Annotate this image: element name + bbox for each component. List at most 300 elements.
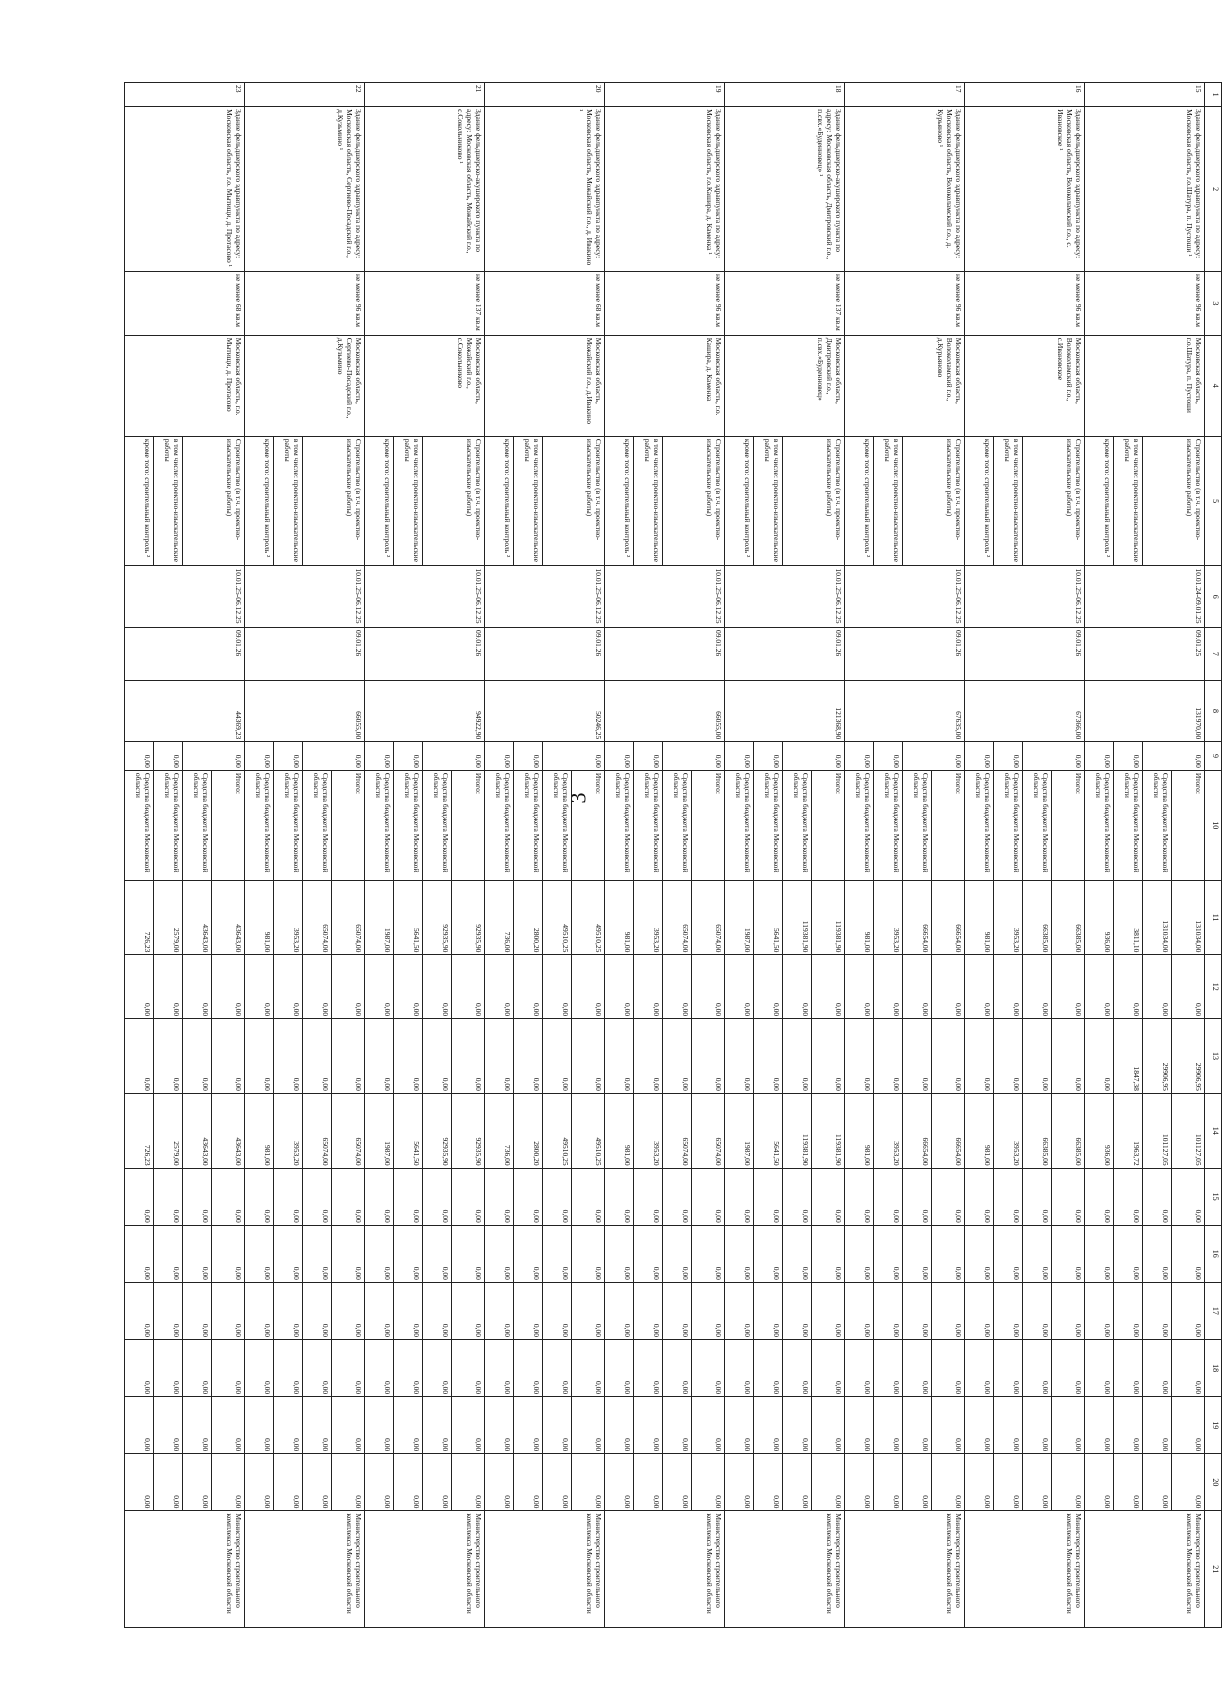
amount-cell: 2800,20 [514, 880, 543, 955]
amount-cell: 0,00 [725, 955, 754, 1019]
amount-cell: 0,00 [485, 1340, 514, 1397]
amount-cell: 0,00 [245, 1454, 274, 1511]
amount-cell: 0,00 [303, 955, 332, 1019]
amount-cell: 936,00 [1085, 880, 1114, 955]
amount-cell: 0,00 [183, 1225, 212, 1282]
work-type: кроме того: строительный контроль ² [605, 436, 634, 566]
amount-cell: 0,00 [932, 1019, 965, 1094]
amount-cell: 0,00 [394, 1019, 423, 1094]
column-header: 10 [1205, 770, 1222, 880]
amount-cell: 0,00 [485, 1019, 514, 1094]
amount-cell: 0,00 [845, 1019, 874, 1094]
amount-cell: 0,00 [514, 1019, 543, 1094]
amount-cell: 0,00 [754, 1340, 783, 1397]
capacity: не менее 96 кв.м [845, 272, 965, 336]
work-type: в том числе: проектно-изыскательские работы [394, 436, 423, 566]
amount-cell: 0,00 [845, 1168, 874, 1225]
work-type: Строительство (в т.ч. проектно-изыскательские работы) [423, 436, 485, 566]
amount-cell: 0,00 [1085, 1282, 1114, 1339]
amount-cell: 0,00 [274, 955, 303, 1019]
amount-cell: 0,00 [543, 1340, 572, 1397]
funded-before: 0,00 [245, 742, 274, 771]
amount-cell: 0,00 [303, 1019, 332, 1094]
amount-cell: 0,00 [245, 1168, 274, 1225]
amount-cell: 0,00 [394, 1225, 423, 1282]
funded-before: 0,00 [1023, 742, 1085, 771]
amount-cell: 0,00 [365, 1019, 394, 1094]
amount-cell: 0,00 [394, 1454, 423, 1511]
amount-cell: 0,00 [1052, 955, 1085, 1019]
amount-cell: 29906,95 [1172, 1019, 1205, 1094]
table-row [332, 83, 365, 1628]
amount-cell: 0,00 [212, 1225, 245, 1282]
amount-cell: 0,00 [485, 1397, 514, 1454]
funding-source: Средства бюджета Московской области [394, 770, 423, 880]
table-row [1172, 83, 1205, 1628]
capacity: не менее 96 кв.м [965, 272, 1085, 336]
amount-cell: 0,00 [783, 955, 812, 1019]
amount-cell: 0,00 [903, 1282, 932, 1339]
funded-before: 0,00 [783, 742, 845, 771]
amount-cell: 0,00 [572, 1340, 605, 1397]
amount-cell: 0,00 [1114, 1225, 1143, 1282]
amount-cell: 0,00 [874, 1454, 903, 1511]
amount-cell: 0,00 [365, 1282, 394, 1339]
amount-cell: 0,00 [1023, 1397, 1052, 1454]
amount-cell: 0,00 [154, 1340, 183, 1397]
amount-cell: 0,00 [692, 1397, 725, 1454]
funding-source: Средства бюджета Московской области [1143, 770, 1172, 880]
amount-cell: 0,00 [1085, 1340, 1114, 1397]
column-header: 9 [1205, 742, 1222, 771]
amount-cell: 3811,10 [1114, 880, 1143, 955]
amount-cell: 119381,90 [783, 1093, 812, 1168]
amount-cell: 66654,00 [903, 880, 932, 955]
amount-cell: 0,00 [572, 1019, 605, 1094]
column-header: 16 [1205, 1225, 1222, 1282]
amount-cell: 0,00 [965, 1454, 994, 1511]
amount-cell: 0,00 [903, 1340, 932, 1397]
amount-cell: 981,00 [965, 1093, 994, 1168]
objects-table [124, 82, 1222, 1628]
column-header: 7 [1205, 628, 1222, 681]
amount-cell: 66654,00 [932, 880, 965, 955]
amount-cell: 0,00 [274, 1225, 303, 1282]
amount-cell: 0,00 [1172, 1397, 1205, 1454]
amount-cell: 936,00 [1085, 1093, 1114, 1168]
funding-source: Средства бюджета Московской области [1085, 770, 1114, 880]
customer: Министерство строительного комплекса Московской области [605, 1511, 725, 1628]
amount-cell: 0,00 [845, 1225, 874, 1282]
column-header: 21 [1205, 1511, 1222, 1628]
amount-cell: 0,00 [663, 1397, 692, 1454]
amount-cell: 0,00 [783, 1019, 812, 1094]
work-type: кроме того: строительный контроль ² [1085, 436, 1114, 566]
amount-cell: 0,00 [1114, 1340, 1143, 1397]
amount-cell: 0,00 [212, 1168, 245, 1225]
amount-cell: 0,00 [332, 1282, 365, 1339]
commission-date: 09.01.26 [485, 628, 605, 681]
work-type: кроме того: строительный контроль ² [365, 436, 394, 566]
amount-cell: 0,00 [845, 1282, 874, 1339]
amount-cell: 0,00 [1114, 955, 1143, 1019]
amount-cell: 0,00 [634, 1454, 663, 1511]
amount-cell: 0,00 [1023, 1168, 1052, 1225]
work-type: кроме того: строительный контроль ² [845, 436, 874, 566]
work-type: Строительство (в т.ч. проектно-изыскательские работы) [303, 436, 365, 566]
amount-cell: 0,00 [812, 1225, 845, 1282]
amount-cell: 0,00 [692, 1168, 725, 1225]
amount-cell: 0,00 [303, 1340, 332, 1397]
amount-cell: 0,00 [692, 955, 725, 1019]
amount-cell: 65074,00 [303, 880, 332, 955]
amount-cell: 1987,00 [365, 880, 394, 955]
amount-cell: 0,00 [543, 1454, 572, 1511]
amount-cell: 0,00 [154, 1397, 183, 1454]
work-type: кроме того: строительный контроль ² [125, 436, 154, 566]
amount-cell: 0,00 [725, 1282, 754, 1339]
funded-before: 0,00 [725, 742, 754, 771]
amount-cell: 0,00 [634, 1397, 663, 1454]
amount-cell: 0,00 [845, 1397, 874, 1454]
amount-cell: 0,00 [663, 1168, 692, 1225]
amount-cell: 0,00 [1023, 1282, 1052, 1339]
amount-cell: 0,00 [452, 955, 485, 1019]
object-name: Здание фельдшерско-акушерского пункта по адресу: Московская область, Дмитровский г.о., п.свх.«Буденновец» ¹ [725, 107, 845, 272]
amount-cell: 3953,20 [874, 1093, 903, 1168]
commission-date: 09.01.26 [365, 628, 485, 681]
amount-cell: 981,00 [845, 1093, 874, 1168]
row-number: 20 [485, 83, 605, 107]
column-header: 13 [1205, 1019, 1222, 1094]
amount-cell: 1963,72 [1114, 1093, 1143, 1168]
row-number: 18 [725, 83, 845, 107]
funding-source: Средства бюджета Московской области [965, 770, 994, 880]
amount-cell: 0,00 [1052, 1282, 1085, 1339]
amount-cell: 0,00 [154, 955, 183, 1019]
amount-cell: 0,00 [903, 1019, 932, 1094]
amount-cell: 0,00 [332, 1168, 365, 1225]
object-name: Здание фельдшерского здравпункта по адресу: Московская область, г.о.Шатура, п. Пустоши ¹ [1085, 107, 1205, 272]
amount-cell: 0,00 [812, 1454, 845, 1511]
address: Московская область, г.о. Кашира, д. Каменка [605, 335, 725, 436]
amount-cell: 66654,00 [932, 1093, 965, 1168]
amount-cell: 5641,50 [394, 880, 423, 955]
amount-cell: 0,00 [965, 1225, 994, 1282]
amount-cell: 0,00 [154, 1282, 183, 1339]
commission-date: 09.01.26 [605, 628, 725, 681]
amount-cell: 0,00 [725, 1225, 754, 1282]
amount-cell: 0,00 [125, 1168, 154, 1225]
table-header [1205, 83, 1222, 1628]
amount-cell: 0,00 [1023, 1340, 1052, 1397]
work-type: в том числе: проектно-изыскательские работы [514, 436, 543, 566]
table-row [812, 83, 845, 1628]
amount-cell: 0,00 [452, 1340, 485, 1397]
amount-cell: 0,00 [332, 1397, 365, 1454]
table-row [572, 83, 605, 1628]
amount-cell: 92935,90 [423, 1093, 452, 1168]
amount-cell: 0,00 [965, 1019, 994, 1094]
amount-cell: 981,00 [605, 880, 634, 955]
funded-before: 0,00 [154, 742, 183, 771]
amount-cell: 0,00 [543, 1397, 572, 1454]
amount-cell: 1847,38 [1114, 1019, 1143, 1094]
funded-before: 0,00 [754, 742, 783, 771]
customer: Министерство строительного комплекса Московской области [965, 1511, 1085, 1628]
funding-source: Средства бюджета Московской области [245, 770, 274, 880]
funding-source: Средства бюджета Московской области [183, 770, 212, 880]
funding-source: Средства бюджета Московской области [1114, 770, 1143, 880]
amount-cell: 0,00 [125, 1225, 154, 1282]
amount-cell: 0,00 [394, 1340, 423, 1397]
amount-cell: 0,00 [965, 955, 994, 1019]
funding-source: Средства бюджета Московской области [365, 770, 394, 880]
work-period: 10.01.25-06.12.25 [125, 566, 245, 628]
amount-cell: 0,00 [754, 1225, 783, 1282]
column-header: 18 [1205, 1340, 1222, 1397]
amount-cell: 0,00 [874, 1168, 903, 1225]
capacity: не менее 68 кв.м [125, 272, 245, 336]
funding-source: Итого: [1172, 770, 1205, 880]
object-name: Здание фельдшерско-акушерского пункта по адресу: Московская область, Можайский г.о., с.Сокольниково ¹ [365, 107, 485, 272]
amount-cell: 3953,20 [994, 880, 1023, 955]
amount-cell: 0,00 [1172, 1225, 1205, 1282]
amount-cell: 0,00 [485, 1282, 514, 1339]
work-type: Строительство (в т.ч. проектно-изыскательские работы) [183, 436, 245, 566]
object-name: Здание фельдшерского здравпункта по адресу: Московская область, Волоколамский г.о., д. Курьяново ¹ [845, 107, 965, 272]
amount-cell: 0,00 [1085, 955, 1114, 1019]
customer: Министерство строительного комплекса Московской области [245, 1511, 365, 1628]
work-type: Строительство (в т.ч. проектно-изыскательские работы) [663, 436, 725, 566]
capacity: не менее 96 кв.м [1085, 272, 1205, 336]
amount-cell: 0,00 [394, 1282, 423, 1339]
funding-source: Итого: [812, 770, 845, 880]
amount-cell: 0,00 [514, 1282, 543, 1339]
amount-cell: 0,00 [932, 1168, 965, 1225]
amount-cell: 0,00 [572, 1454, 605, 1511]
customer: Министерство строительного комплекса Московской области [845, 1511, 965, 1628]
amount-cell: 0,00 [154, 1019, 183, 1094]
funded-before: 0,00 [1085, 742, 1114, 771]
amount-cell: 0,00 [365, 1340, 394, 1397]
amount-cell: 981,00 [845, 880, 874, 955]
address: Московская область, Дмитровский г.о., п.свх.«Буденновец» [725, 335, 845, 436]
amount-cell: 0,00 [932, 1454, 965, 1511]
amount-cell: 65074,00 [692, 1093, 725, 1168]
column-header: 12 [1205, 955, 1222, 1019]
amount-cell: 66654,00 [903, 1093, 932, 1168]
amount-cell: 0,00 [994, 1454, 1023, 1511]
address: Московская область, Сергиево-Посадский г.о., д.Кузьмино [245, 335, 365, 436]
amount-cell: 0,00 [965, 1168, 994, 1225]
amount-cell: 0,00 [812, 1282, 845, 1339]
amount-cell: 119381,90 [812, 1093, 845, 1168]
amount-cell: 0,00 [1114, 1454, 1143, 1511]
amount-cell: 49510,25 [572, 880, 605, 955]
amount-cell: 0,00 [634, 1019, 663, 1094]
amount-cell: 101127,05 [1143, 1093, 1172, 1168]
amount-cell: 0,00 [1172, 955, 1205, 1019]
amount-cell: 0,00 [303, 1397, 332, 1454]
amount-cell: 0,00 [634, 1282, 663, 1339]
amount-cell: 1987,00 [365, 1093, 394, 1168]
funding-source: Итого: [692, 770, 725, 880]
amount-cell: 0,00 [754, 1019, 783, 1094]
funded-before: 0,00 [1143, 742, 1205, 771]
amount-cell: 0,00 [783, 1225, 812, 1282]
amount-cell: 0,00 [183, 1282, 212, 1339]
amount-cell: 65074,00 [303, 1093, 332, 1168]
amount-cell: 0,00 [634, 1168, 663, 1225]
header-row [1205, 83, 1222, 1628]
amount-cell: 0,00 [903, 955, 932, 1019]
column-header: 8 [1205, 680, 1222, 742]
work-type: Строительство (в т.ч. проектно-изыскательские работы) [903, 436, 965, 566]
amount-cell: 0,00 [874, 1340, 903, 1397]
amount-cell: 0,00 [812, 1397, 845, 1454]
amount-cell: 0,00 [572, 1397, 605, 1454]
address: Московская область, г.о. Мытищи, д. Протасово [125, 335, 245, 436]
funded-before: 0,00 [994, 742, 1023, 771]
amount-cell: 0,00 [783, 1397, 812, 1454]
work-type: в том числе: проектно-изыскательские работы [874, 436, 903, 566]
funding-source: Средства бюджета Московской области [663, 770, 692, 880]
commission-date: 09.01.25 [1085, 628, 1205, 681]
amount-cell: 0,00 [514, 1454, 543, 1511]
amount-cell: 0,00 [543, 1282, 572, 1339]
amount-cell: 29906,95 [1143, 1019, 1172, 1094]
amount-cell: 0,00 [1172, 1282, 1205, 1339]
amount-cell: 0,00 [303, 1454, 332, 1511]
funded-before: 0,00 [634, 742, 663, 771]
amount-cell: 0,00 [394, 1397, 423, 1454]
amount-cell: 0,00 [605, 1168, 634, 1225]
amount-cell: 0,00 [1143, 1397, 1172, 1454]
amount-cell: 0,00 [874, 1397, 903, 1454]
amount-cell: 0,00 [423, 1282, 452, 1339]
amount-cell: 0,00 [154, 1454, 183, 1511]
amount-cell: 0,00 [183, 1168, 212, 1225]
customer: Министерство строительного комплекса Московской области [485, 1511, 605, 1628]
amount-cell: 3953,20 [274, 1093, 303, 1168]
amount-cell: 0,00 [543, 955, 572, 1019]
amount-cell: 0,00 [332, 1225, 365, 1282]
amount-cell: 92935,90 [452, 1093, 485, 1168]
object-name: Здание фельдшерского здравпункта по адресу: Московская область, Волоколамский г.о., с. Ивановское ¹ [965, 107, 1085, 272]
amount-cell: 0,00 [994, 1019, 1023, 1094]
row-number: 21 [365, 83, 485, 107]
estimated-cost: 67366,00 [965, 680, 1085, 742]
funding-source: Средства бюджета Московской области [634, 770, 663, 880]
amount-cell: 0,00 [874, 1019, 903, 1094]
amount-cell: 0,00 [605, 1454, 634, 1511]
amount-cell: 0,00 [783, 1340, 812, 1397]
amount-cell: 0,00 [365, 1168, 394, 1225]
amount-cell: 0,00 [183, 955, 212, 1019]
amount-cell: 49510,25 [543, 1093, 572, 1168]
amount-cell: 0,00 [1114, 1397, 1143, 1454]
amount-cell: 0,00 [605, 1019, 634, 1094]
row-number: 19 [605, 83, 725, 107]
rotated-table-sheet [134, 82, 1222, 1628]
amount-cell: 0,00 [245, 1397, 274, 1454]
amount-cell: 0,00 [754, 1397, 783, 1454]
amount-cell: 0,00 [125, 955, 154, 1019]
work-type: Строительство (в т.ч. проектно-изыскательские работы) [1023, 436, 1085, 566]
amount-cell: 0,00 [1052, 1019, 1085, 1094]
amount-cell: 0,00 [303, 1168, 332, 1225]
amount-cell: 0,00 [485, 955, 514, 1019]
amount-cell: 0,00 [663, 955, 692, 1019]
amount-cell: 0,00 [452, 1225, 485, 1282]
amount-cell: 0,00 [1143, 1454, 1172, 1511]
customer: Министерство строительного комплекса Московской области [125, 1511, 245, 1628]
work-type: в том числе: проектно-изыскательские работы [274, 436, 303, 566]
amount-cell: 0,00 [994, 1168, 1023, 1225]
amount-cell: 101127,05 [1172, 1093, 1205, 1168]
funded-before: 0,00 [965, 742, 994, 771]
amount-cell: 0,00 [365, 1225, 394, 1282]
commission-date: 09.01.26 [845, 628, 965, 681]
funding-source: Средства бюджета Московской области [725, 770, 754, 880]
work-type: в том числе: проектно-изыскательские работы [1114, 436, 1143, 566]
customer: Министерство строительного комплекса Московской области [365, 1511, 485, 1628]
work-period: 10.01.25-06.12.25 [965, 566, 1085, 628]
amount-cell: 0,00 [663, 1454, 692, 1511]
table-row [1052, 83, 1085, 1628]
amount-cell: 0,00 [725, 1340, 754, 1397]
amount-cell: 0,00 [514, 1225, 543, 1282]
funding-source: Средства бюджета Московской области [783, 770, 812, 880]
funding-source: Итого: [332, 770, 365, 880]
work-type: в том числе: проектно-изыскательские работы [154, 436, 183, 566]
amount-cell: 981,00 [245, 880, 274, 955]
amount-cell: 0,00 [903, 1168, 932, 1225]
amount-cell: 43643,00 [212, 1093, 245, 1168]
amount-cell: 1987,00 [725, 880, 754, 955]
amount-cell: 3953,20 [274, 880, 303, 955]
amount-cell: 0,00 [212, 1282, 245, 1339]
estimated-cost: 94922,90 [365, 680, 485, 742]
work-type: кроме того: строительный контроль ² [245, 436, 274, 566]
amount-cell: 119381,90 [783, 880, 812, 955]
amount-cell: 0,00 [514, 1340, 543, 1397]
amount-cell: 0,00 [932, 1340, 965, 1397]
amount-cell: 0,00 [245, 1282, 274, 1339]
amount-cell: 65074,00 [663, 880, 692, 955]
amount-cell: 43643,00 [183, 1093, 212, 1168]
amount-cell: 0,00 [452, 1282, 485, 1339]
amount-cell: 0,00 [183, 1340, 212, 1397]
funding-source: Средства бюджета Московской области [754, 770, 783, 880]
object-name: Здание фельдшерского здравпункта по адресу: Московская область, Можайский г.о., д. Ивакино ¹ [485, 107, 605, 272]
amount-cell: 0,00 [692, 1019, 725, 1094]
amount-cell: 0,00 [605, 1340, 634, 1397]
work-period: 10.01.25-06.12.25 [605, 566, 725, 628]
amount-cell: 0,00 [572, 1168, 605, 1225]
amount-cell: 0,00 [783, 1168, 812, 1225]
amount-cell: 0,00 [452, 1397, 485, 1454]
amount-cell: 0,00 [125, 1397, 154, 1454]
amount-cell: 0,00 [1143, 955, 1172, 1019]
table-body [125, 83, 1205, 1628]
amount-cell: 92935,90 [423, 880, 452, 955]
amount-cell: 726,23 [125, 880, 154, 955]
work-type: в том числе: проектно-изыскательские работы [634, 436, 663, 566]
funded-before: 0,00 [183, 742, 245, 771]
amount-cell: 0,00 [1085, 1397, 1114, 1454]
